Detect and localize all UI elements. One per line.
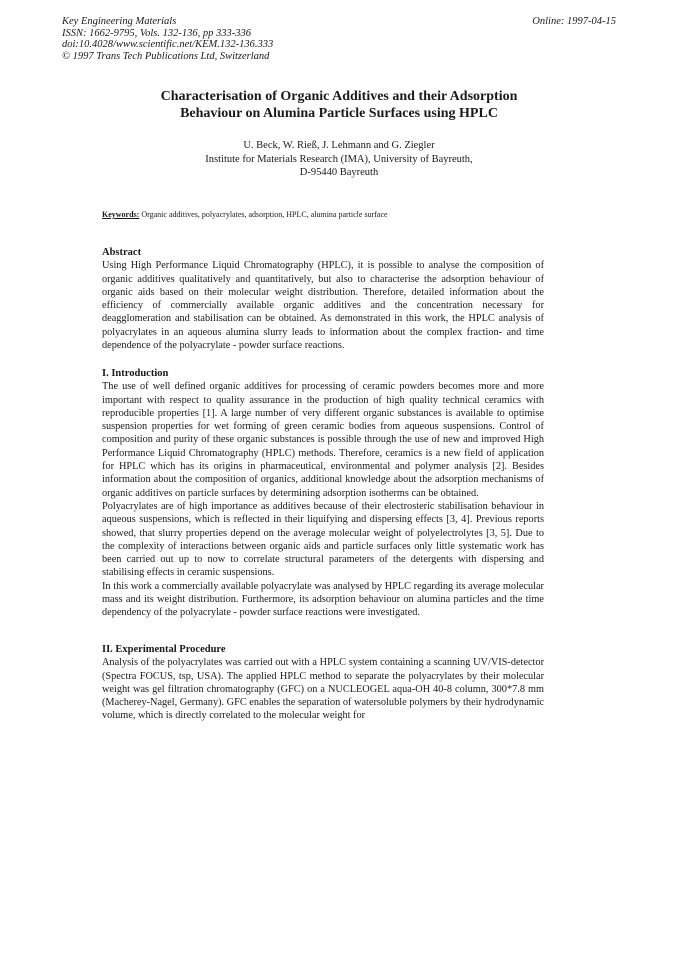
keywords	[102, 210, 582, 220]
experimental-text: Analysis of the polyacrylates was carried out with a HPLC system containing a scanning UV/VIS-detector (Spectra FOCUS, tsp, USA). The applied HPLC method to separate the polyacrylates by their molecular weight was gel filtration chromatography (GFC) on a NUCLEOGEL aqua-OH 40-8 column, 300*7.8 mm (Macherey-Nagel, Germany). GFC enables the separation of watersoluble polymers by their hydrodynamic volume, which is directly correlated to the molecular weight for	[102, 657, 544, 722]
online-date: Online: 1997-04-15	[532, 16, 616, 27]
introduction-paragraph-3: In this work a commercially available polyacrylate was analysed by HPLC regarding its average molecular mass and its weight distribution. Furthermore, its adsorption behaviour on alumina particles and the time dependency of the polyacrylate - powder surface reactions were investigated.	[102, 580, 544, 619]
journal-name: Key Engineering Materials	[62, 16, 177, 27]
author-block	[100, 139, 578, 180]
abstract-heading: Abstract	[102, 247, 142, 258]
abstract-section	[102, 246, 544, 352]
introduction-paragraph-2: Polyacrylates are of high importance as additives because of their electrosteric stabilisation behaviour in aqueous suspensions, which is reflected in their liquifying and dispersing effects [3, 4]. Previous reports showed, that slurry properties depend on the average molecular weight of polyelectrolytes [3, 5]. Due to the complexity of interactions between organic aids and particle surfaces only little systematic work has been carried out up to now to correlate structural parameters of the detergents with dispersing and stabilising effects in ceramic suspensions.	[102, 500, 544, 579]
title-line-2: Behaviour on Alumina Particle Surfaces using HPLC	[180, 106, 498, 121]
title-line-1: Characterisation of Organic Additives and their Adsorption	[160, 89, 518, 104]
introduction-paragraph-1: The use of well defined organic additives for processing of ceramic powders becomes more and more important with respect to quality assurance in the production of high quality technical ceramics with reproducible properties [1]. A large number of very different organic substances is available to optimise suspension properties for wet forming of green ceramic bodies from aqueous suspensions. Control of composition and purity of these organic substances is possible through the use of new and improved High Performance Liquid Chromatography (HPLC) methods. Therefore, ceramics is a new field of application for HPLC which has its origins in pharmaceutical, environmental and polymer analysis [2]. Besides information about the composition of organics, additional knowledge about the adsorption mechanisms of organic additives on particle surfaces by determining adsorption isotherms can be obtained.	[102, 381, 544, 499]
author-institute: Institute for Materials Research (IMA), University of Bayreuth,	[205, 153, 473, 165]
abstract-text: Using High Performance Liquid Chromatography (HPLC), it is possible to analyse the composition of organic additives qualitatively and quantitatively, but also to characterise the adsorption behaviour of organic aids based on their molecular weight distribution. Therefore, detailed information about the efficiency of commercially available organic additives and the concentration necessary for deagglomeration and stabilisation can be obtained. As demonstrated in this work, the HPLC analysis of polyacrylates in an aqueous alumina slurry leads to information about the complex fraction- and time dependence of the polyacrylate - powder surface reactions.	[102, 260, 544, 352]
author-address: D-95440 Bayreuth	[299, 167, 379, 178]
experimental-section	[102, 643, 544, 723]
introduction-section	[102, 367, 544, 620]
experimental-heading: II. Experimental Procedure	[102, 644, 226, 655]
keywords-label: Keywords:	[102, 210, 140, 219]
paper-title	[100, 88, 578, 122]
publication-info	[62, 16, 273, 62]
introduction-heading: I. Introduction	[102, 368, 169, 379]
doi-line: doi:10.4028/www.scientific.net/KEM.132-136.333	[62, 39, 274, 50]
issn-line: ISSN: 1662-9795, Vols. 132-136, pp 333-336	[62, 27, 251, 39]
copyright-line: © 1997 Trans Tech Publications Ltd, Switzerland	[62, 50, 270, 62]
keywords-text: Organic additives, polyacrylates, adsorption, HPLC, alumina particle surface	[139, 210, 388, 219]
author-names: U. Beck, W. Rieß, J. Lehmann and G. Ziegler	[243, 140, 435, 151]
